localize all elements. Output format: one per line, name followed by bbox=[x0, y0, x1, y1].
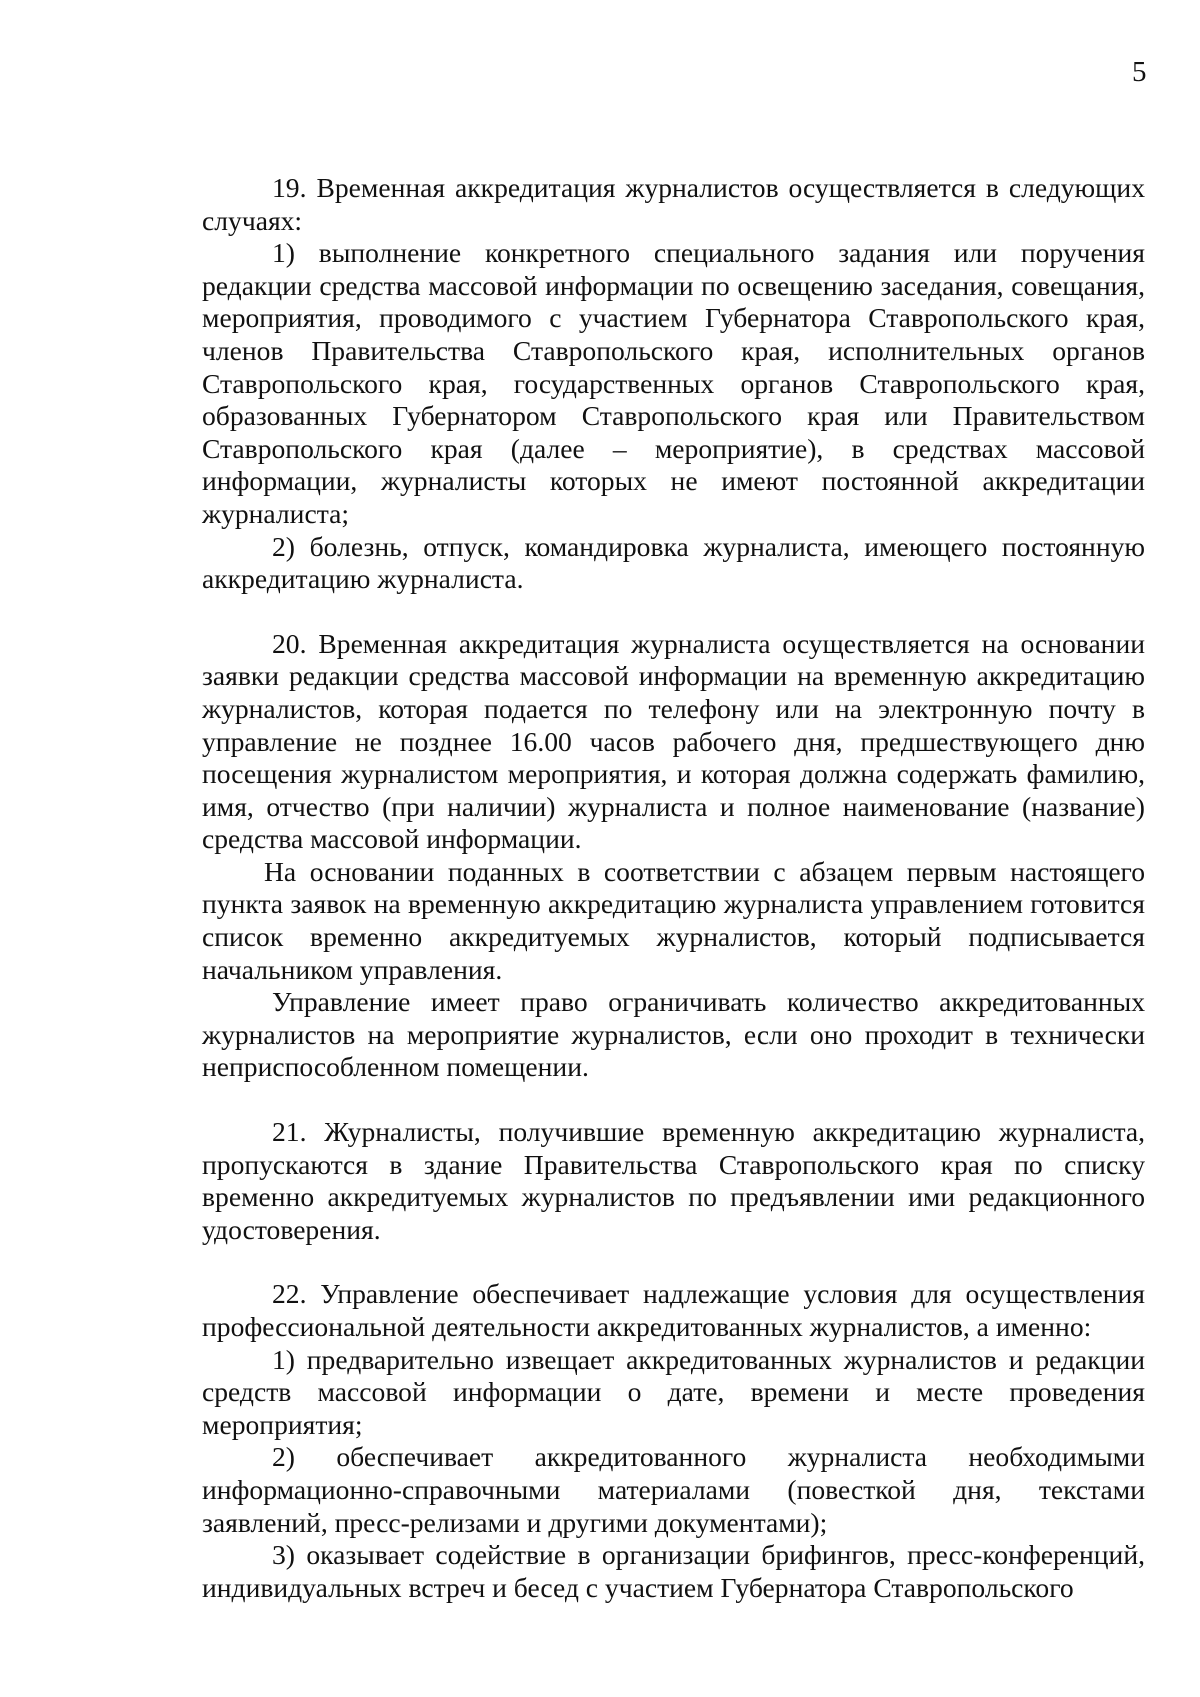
paragraph-19: 19. Временная аккредитация журналистов осуществляется в следующих случаях: bbox=[202, 172, 1145, 236]
paragraph-21: 21. Журналисты, получившие временную аккредитацию журналиста, пропускаются в здание Правительства Ставропольского края по списку временно аккредитуемых журналистов по предъявлении ими редакционного удостоверения. bbox=[202, 1116, 1145, 1245]
paragraph-22-item-3: 3) оказывает содействие в организации брифингов, пресс-конференций, индивидуальных встреч и бесед с участием Губернатора Ставропольского bbox=[202, 1539, 1145, 1603]
paragraph-22-item-2: 2) обеспечивает аккредитованного журналиста необходимыми информационно-справочными материалами (повесткой дня, текстами заявлений, пресс-релизами и другими документами); bbox=[202, 1441, 1145, 1538]
paragraph-20: 20. Временная аккредитация журналиста осуществляется на основании заявки редакции средства массовой информации на временную аккредитацию журналистов, которая подается по телефону или на электронную почту в управление не позднее 16.00 часов рабочего дня, предшествующего дню посещения журналистом мероприятия, и которая должна содержать фамилию, имя, отчество (при наличии) журналиста и полное наименование (название) средства массовой информации. bbox=[202, 627, 1145, 855]
paragraph-22-item-1: 1) предварительно извещает аккредитованных журналистов и редакции средств массовой информации о дате, времени и месте проведения мероприятия; bbox=[202, 1343, 1145, 1440]
document-body bbox=[202, 172, 1145, 1604]
paragraph-gap bbox=[202, 1084, 1145, 1116]
paragraph-20-second: На основании поданных в соответствии с абзацем первым настоящего пункта заявок на временную аккредитацию журналиста управлением готовится список временно аккредитуемых журналистов, который подписывается начальником управления. bbox=[202, 855, 1145, 985]
paragraph-19-item-1: 1) выполнение конкретного специального задания или поручения редакции средства массовой информации по освещению заседания, совещания, мероприятия, проводимого с участием Губернатора Ставропольского края, членов Правительства Ставропольского края, исполнительных органов Ставропольского края, государственных органов Ставропольского края, образованных Губернатором Ставропольского края или Правительством Ставропольского края (далее – мероприятие), в средствах массовой информации, журналисты которых не имеют постоянной аккредитации журналиста; bbox=[202, 237, 1145, 529]
paragraph-20-third: Управление имеет право ограничивать количество аккредитованных журналистов на мероприятие журналистов, если оно проходит в технически неприспособленном помещении. bbox=[202, 986, 1145, 1083]
paragraph-gap bbox=[202, 596, 1145, 628]
paragraph-22: 22. Управление обеспечивает надлежащие условия для осуществления профессиональной деятельности аккредитованных журналистов, а именно: bbox=[202, 1278, 1145, 1342]
paragraph-gap bbox=[202, 1246, 1145, 1278]
paragraph-19-item-2: 2) болезнь, отпуск, командировка журналиста, имеющего постоянную аккредитацию журналиста. bbox=[202, 530, 1145, 595]
page-number: 5 bbox=[1132, 56, 1147, 88]
